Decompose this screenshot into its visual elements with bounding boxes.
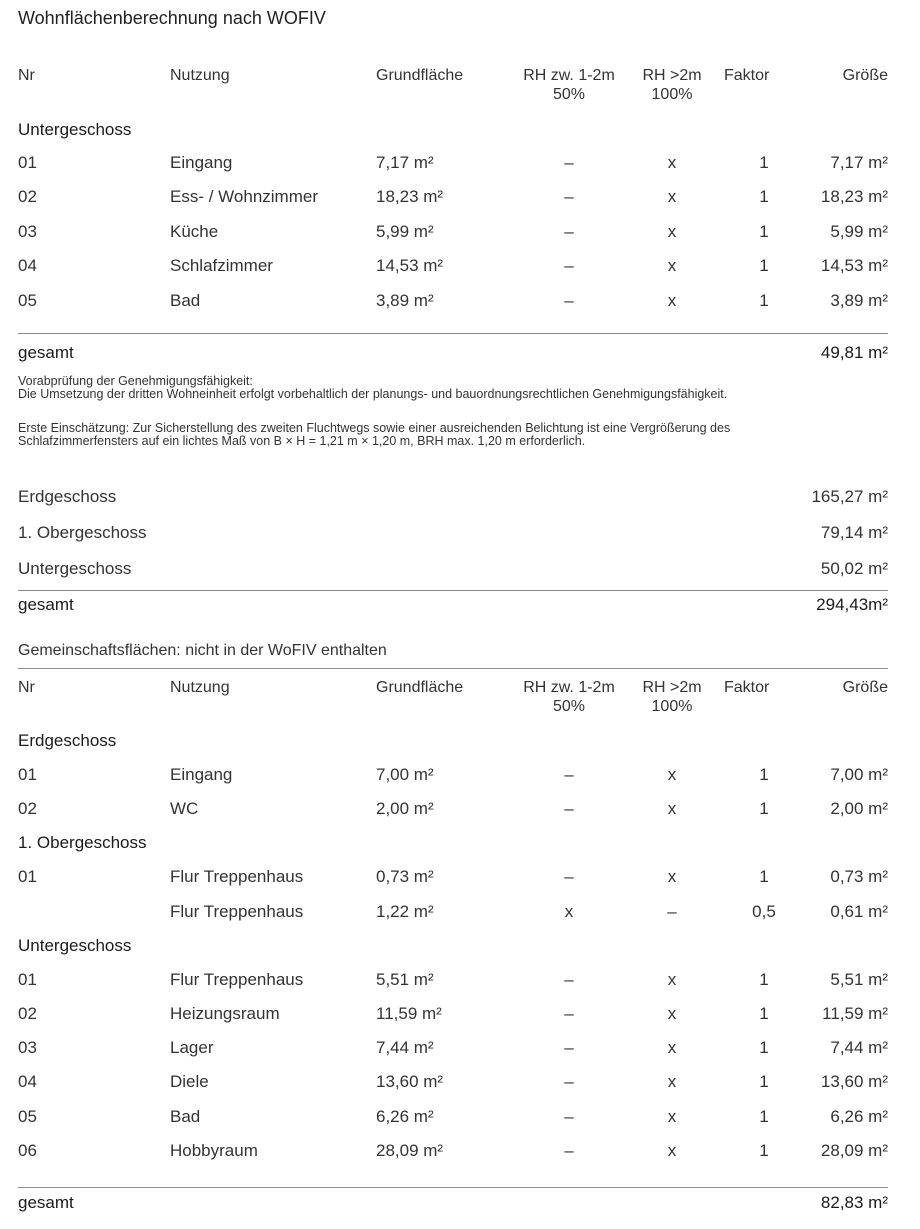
- header-rh50-line2: 50%: [552, 86, 586, 103]
- table2-total-value: 82,83 m²: [820, 1193, 888, 1212]
- row-rh100: x: [667, 799, 677, 819]
- row-nr: 04: [18, 1072, 37, 1092]
- section-title: Erdgeschoss: [18, 731, 117, 750]
- row-faktor: 1: [759, 256, 769, 276]
- row-faktor: 1: [759, 1038, 769, 1058]
- row-grundflaeche: 7,44 m²: [376, 1038, 434, 1058]
- summary-label-og: 1. Obergeschoss: [18, 523, 147, 542]
- row-nutzung: Diele: [170, 1072, 209, 1092]
- row-nr: 03: [18, 221, 37, 241]
- section-title: Untergeschoss: [18, 935, 132, 955]
- table1-total-label: gesamt: [18, 343, 74, 362]
- row-faktor: 1: [759, 153, 769, 172]
- row-rh50: –: [564, 1106, 574, 1126]
- row-groesse: 14,53 m²: [820, 256, 888, 276]
- row-rh100: x: [667, 153, 677, 172]
- row-faktor: 1: [759, 290, 769, 310]
- row-grundflaeche: 2,00 m²: [376, 799, 434, 819]
- header-rh50-line1: RH zw. 1-2m: [523, 679, 615, 696]
- row-groesse: 5,51 m²: [830, 969, 888, 989]
- table1-section-title: Untergeschoss: [18, 120, 132, 139]
- row-grundflaeche: 13,60 m²: [376, 1072, 444, 1092]
- header-rh50-line1: RH zw. 1-2m: [523, 67, 615, 84]
- row-groesse: 18,23 m²: [820, 187, 888, 207]
- row-nr: 02: [18, 799, 37, 819]
- row-rh50: –: [564, 969, 574, 989]
- row-faktor: 1: [759, 1072, 769, 1092]
- header-rh100-line2: 100%: [651, 86, 693, 103]
- divider: [18, 333, 888, 334]
- row-rh50: x: [564, 901, 574, 921]
- row-nutzung: Ess- / Wohnzimmer: [170, 187, 318, 207]
- header-groesse: Größe: [842, 67, 888, 84]
- header-nutzung: Nutzung: [170, 67, 230, 84]
- row-nutzung: Lager: [170, 1038, 214, 1058]
- row-nr: 01: [18, 867, 37, 887]
- header-rh100-line1: RH >2m: [642, 679, 702, 696]
- row-nr: 04: [18, 256, 37, 276]
- row-nr: 02: [18, 187, 37, 207]
- row-rh100: x: [667, 1004, 677, 1023]
- row-nutzung: Hobbyraum: [170, 1140, 258, 1160]
- row-groesse: 11,59 m²: [822, 1004, 888, 1023]
- row-groesse: 0,61 m²: [830, 901, 888, 921]
- header-grundflaeche: Grundfläche: [376, 67, 464, 84]
- header-rh100-line2: 100%: [651, 698, 693, 715]
- row-rh100: x: [667, 1038, 677, 1058]
- row-groesse: 7,17 m²: [830, 153, 888, 172]
- row-rh100: x: [667, 187, 677, 207]
- row-nr: 02: [18, 1004, 37, 1023]
- row-rh100: x: [667, 221, 677, 241]
- page-title: Wohnflächenberechnung nach WOFIV: [18, 8, 326, 28]
- row-groesse: 5,99 m²: [830, 221, 888, 241]
- row-groesse: 0,73 m²: [830, 867, 888, 887]
- summary-total-label: gesamt: [18, 595, 74, 614]
- row-nutzung: Eingang: [170, 153, 233, 172]
- row-rh50: –: [564, 153, 574, 172]
- row-rh50: –: [564, 1072, 574, 1092]
- header-nr: Nr: [18, 67, 35, 84]
- row-rh50: –: [564, 799, 574, 819]
- header-faktor: Faktor: [724, 67, 770, 84]
- row-grundflaeche: 6,26 m²: [376, 1106, 434, 1126]
- row-nutzung: Flur Treppenhaus: [170, 867, 304, 887]
- row-rh50: –: [564, 221, 574, 241]
- row-groesse: 7,44 m²: [830, 1038, 888, 1058]
- table1-total-value: 49,81 m²: [820, 343, 888, 362]
- row-grundflaeche: 5,51 m²: [376, 969, 434, 989]
- header-groesse: Größe: [842, 679, 888, 696]
- row-grundflaeche: 7,17 m²: [376, 153, 434, 172]
- row-rh100: x: [667, 256, 677, 276]
- header-rh50: [509, 678, 629, 716]
- row-rh100: x: [667, 765, 677, 784]
- row-rh50: –: [564, 765, 574, 784]
- header-rh100: [632, 66, 712, 104]
- row-rh50: –: [564, 256, 574, 276]
- row-nutzung: Bad: [170, 1106, 201, 1126]
- divider: [18, 1187, 888, 1188]
- row-grundflaeche: 14,53 m²: [376, 256, 444, 276]
- row-rh100: x: [667, 1072, 677, 1092]
- header-faktor: Faktor: [724, 679, 770, 696]
- row-nr: 03: [18, 1038, 37, 1058]
- row-faktor: 1: [759, 765, 769, 784]
- row-rh100: x: [667, 1140, 677, 1160]
- table2-subtitle: Gemeinschaftsflächen: nicht in der WoFIV enthalten: [18, 642, 387, 659]
- note-genehmigung: Vorabprüfung der Genehmigungsfähigkeit: Die Umsetzung der dritten Wohneinheit erfolgt vorbehaltlich der planungs- und bauordnungsrechtlichen Genehmigungsfähigkeit.: [18, 374, 728, 401]
- row-nutzung: WC: [170, 799, 199, 819]
- header-nr: Nr: [18, 679, 35, 696]
- row-nr: 01: [18, 153, 37, 172]
- row-grundflaeche: 11,59 m²: [376, 1004, 442, 1023]
- summary-value-eg: 165,27 m²: [811, 487, 888, 506]
- header-nutzung: Nutzung: [170, 679, 230, 696]
- row-grundflaeche: 3,89 m²: [376, 290, 434, 310]
- row-faktor: 1: [759, 1106, 769, 1126]
- summary-value-og: 79,14 m²: [820, 523, 888, 542]
- row-groesse: 7,00 m²: [830, 765, 888, 784]
- row-rh50: –: [564, 1038, 574, 1058]
- row-faktor: 1: [759, 1004, 769, 1023]
- summary-value-ug: 50,02 m²: [820, 559, 888, 578]
- row-grundflaeche: 1,22 m²: [376, 901, 434, 921]
- header-rh100-line1: RH >2m: [642, 67, 702, 84]
- row-rh100: x: [667, 290, 677, 310]
- row-nutzung: Bad: [170, 290, 201, 310]
- table2-total-label: gesamt: [18, 1193, 74, 1212]
- row-nutzung: Eingang: [170, 765, 233, 784]
- divider: [18, 590, 888, 591]
- row-groesse: 3,89 m²: [830, 290, 888, 310]
- row-faktor: 1: [759, 969, 769, 989]
- row-faktor: 1: [759, 221, 769, 241]
- row-nr: 06: [18, 1140, 37, 1160]
- row-grundflaeche: 5,99 m²: [376, 221, 434, 241]
- row-groesse: 13,60 m²: [820, 1072, 888, 1092]
- row-grundflaeche: 0,73 m²: [376, 867, 434, 887]
- row-rh100: –: [667, 901, 677, 921]
- row-nutzung: Schlafzimmer: [170, 256, 273, 276]
- row-nr: 01: [18, 765, 37, 784]
- row-faktor: 1: [759, 1140, 769, 1160]
- section-title: 1. Obergeschoss: [18, 833, 147, 853]
- row-nr: 01: [18, 969, 37, 989]
- row-groesse: 6,26 m²: [830, 1106, 888, 1126]
- row-faktor: 1: [759, 799, 769, 819]
- row-rh50: –: [564, 1004, 574, 1023]
- row-faktor: 1: [759, 867, 769, 887]
- row-rh50: –: [564, 187, 574, 207]
- summary-label-ug: Untergeschoss: [18, 559, 132, 578]
- header-grundflaeche: Grundfläche: [376, 679, 464, 696]
- row-faktor: 1: [759, 187, 769, 207]
- note-einschaetzung: Erste Einschätzung: Zur Sicherstellung des zweiten Fluchtwegs sowie einer ausreichenden Belichtung ist eine Vergrößerung des Schlafzimmerfensters auf ein lichtes Maß von B × H = 1,21 m × 1,20 m, BRH max. 1,20 m erforderlich.: [18, 421, 731, 448]
- row-nutzung: Flur Treppenhaus: [170, 901, 304, 921]
- row-nutzung: Heizungsraum: [170, 1004, 280, 1023]
- row-rh50: –: [564, 290, 574, 310]
- row-groesse: 2,00 m²: [830, 799, 888, 819]
- row-rh100: x: [667, 867, 677, 887]
- header-rh100: [632, 678, 712, 716]
- header-rh50-line2: 50%: [552, 698, 586, 715]
- header-rh50: [509, 66, 629, 104]
- row-rh50: –: [564, 1140, 574, 1160]
- row-rh100: x: [667, 1106, 677, 1126]
- row-grundflaeche: 28,09 m²: [376, 1140, 444, 1160]
- summary-label-eg: Erdgeschoss: [18, 487, 117, 506]
- row-rh50: –: [564, 867, 574, 887]
- row-nutzung: Küche: [170, 221, 219, 241]
- row-nr: 05: [18, 290, 37, 310]
- summary-total-value: 294,43m²: [816, 595, 888, 614]
- row-nutzung: Flur Treppenhaus: [170, 969, 304, 989]
- row-rh100: x: [667, 969, 677, 989]
- row-grundflaeche: 18,23 m²: [376, 187, 444, 207]
- row-grundflaeche: 7,00 m²: [376, 765, 434, 784]
- divider: [18, 668, 888, 669]
- row-faktor: 0,5: [752, 901, 776, 921]
- row-groesse: 28,09 m²: [820, 1140, 888, 1160]
- row-nr: 05: [18, 1106, 37, 1126]
